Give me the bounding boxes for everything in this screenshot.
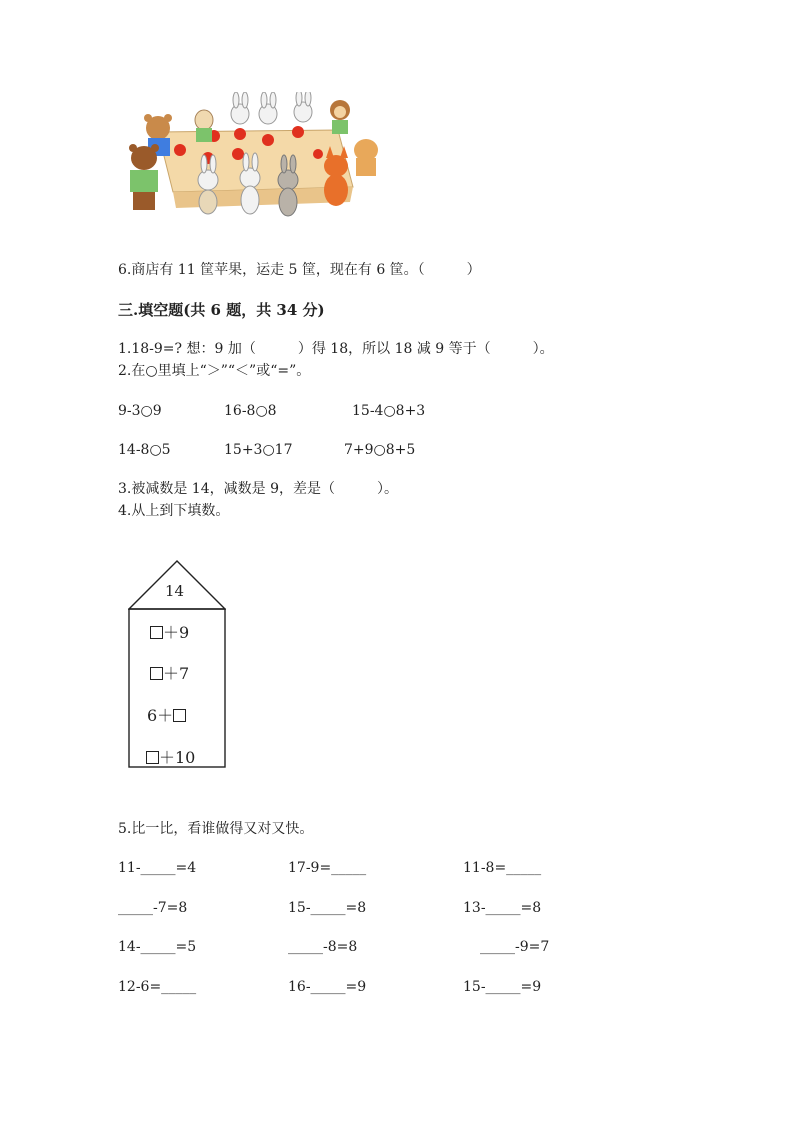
fill-question-3: 3.被减数是 14，减数是 9，差是（ ）。 [118,481,398,497]
animals-at-dinner-table-illustration [118,92,386,220]
house-row: 6＋ [147,703,186,726]
compare-item: 15+3○17 [224,442,293,458]
calc-item[interactable]: 14-_____=5 [118,939,197,955]
blank-box[interactable] [150,626,163,639]
calc-item[interactable]: _____-8=8 [288,939,358,955]
question-6: 6.商店有 11 筐苹果，运走 5 筐，现在有 6 筐。（ ） [118,262,481,278]
calc-item[interactable]: 11-8=_____ [463,860,542,876]
house-top-number: 14 [165,582,185,600]
blank-box[interactable] [173,709,186,722]
calc-item[interactable]: _____-9=7 [480,939,550,955]
compare-item: 14-8○5 [118,442,171,458]
calc-item[interactable]: 17-9=_____ [288,860,367,876]
blank-box[interactable] [146,751,159,764]
compare-item: 9-3○9 [118,403,162,419]
calc-item[interactable]: 15-_____=9 [463,979,542,995]
compare-item: 15-4○8+3 [352,403,426,419]
house-row: ＋7 [150,661,189,684]
section-3-title: 三.填空题(共 6 题，共 34 分) [118,301,325,319]
calc-item[interactable]: 11-_____=4 [118,860,197,876]
fill-question-4: 4.从上到下填数。 [118,503,230,519]
calc-item[interactable]: _____-7=8 [118,900,188,916]
fill-question-5: 5.比一比，看谁做得又对又快。 [118,821,314,837]
calc-item[interactable]: 13-_____=8 [463,900,542,916]
blank-box[interactable] [150,667,163,680]
house-row: ＋9 [150,620,189,643]
calc-item[interactable]: 15-_____=8 [288,900,367,916]
calc-item[interactable]: 12-6=_____ [118,979,197,995]
fill-question-1: 1.18-9=? 想：9 加（ ）得 18，所以 18 减 9 等于（ ）。 [118,341,554,357]
compare-item: 7+9○8+5 [344,442,416,458]
house-row: ＋10 [146,745,195,768]
compare-item: 16-8○8 [224,403,277,419]
calc-item[interactable]: 16-_____=9 [288,979,367,995]
fill-question-2: 2.在○里填上“＞”“＜”或“=”。 [118,363,311,379]
